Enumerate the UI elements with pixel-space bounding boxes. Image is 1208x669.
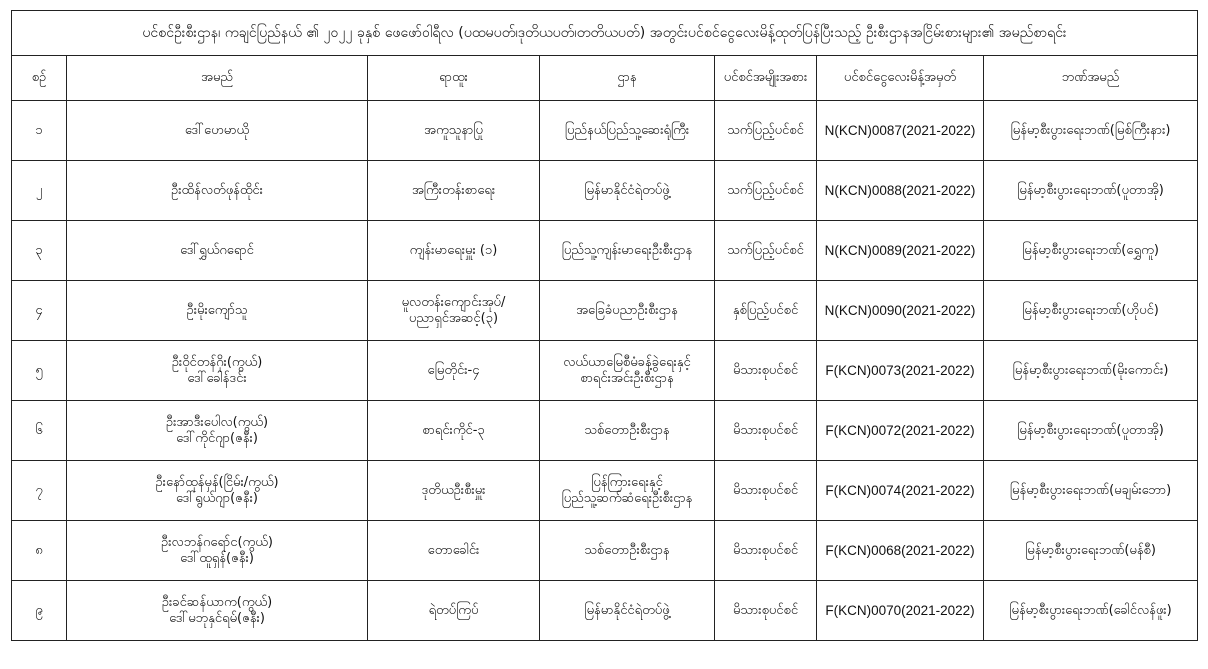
pension-list-sheet xyxy=(11,10,1197,659)
department: အခြေခံပညာဦးစီးဌာန xyxy=(540,281,715,341)
pension-order-number: N(KCN)0089(2021-2022) xyxy=(817,221,984,281)
pension-order-number: F(KCN)0070(2021-2022) xyxy=(817,581,984,641)
table-row xyxy=(12,401,1198,461)
department: လယ်ယာမြေစီမံခန့်ခွဲရေးနှင့် စာရင်းအင်းဦးစီးဌာန xyxy=(540,341,715,401)
pensioner-name: ဦးအာဒီးပေါလ(ကွယ်) ဒေါ်ကိုင်ဂျာ(ဇနီး) xyxy=(67,401,368,461)
pension-type: မိသားစုပင်စင် xyxy=(715,401,817,461)
rank: ကျန်းမာရေးမှူး (၁) xyxy=(368,221,540,281)
bank-name: မြန်မာ့စီးပွားရေးဘဏ်(မိုးကောင်း) xyxy=(984,341,1198,401)
table-row xyxy=(12,341,1198,401)
row-number: ၈ xyxy=(12,521,67,581)
bank-name: မြန်မာ့စီးပွားရေးဘဏ်(မချမ်းဘော) xyxy=(984,461,1198,521)
table-row xyxy=(12,281,1198,341)
department: မြန်မာနိုင်ငံရဲတပ်ဖွဲ့ xyxy=(540,161,715,221)
header-row xyxy=(12,56,1198,101)
department: ပြည်သူ့ကျန်းမာရေးဦးစီးဌာန xyxy=(540,221,715,281)
col-header-no: စဉ် xyxy=(12,56,67,101)
department: သစ်တောဦးစီးဌာန xyxy=(540,521,715,581)
pensioner-name: ဦးခင်ဆန်ယာက(ကွယ်) ဒေါ်မဘုနှင်ရမ်(ဇနီး) xyxy=(67,581,368,641)
col-header-pension-type: ပင်စင်အမျိုးအစား xyxy=(715,56,817,101)
bank-name: မြန်မာ့စီးပွားရေးဘဏ်(ပူတာအို) xyxy=(984,161,1198,221)
table-row xyxy=(12,581,1198,641)
bank-name: မြန်မာ့စီးပွားရေးဘဏ်(ဟိုပင်) xyxy=(984,281,1198,341)
pension-order-number: N(KCN)0088(2021-2022) xyxy=(817,161,984,221)
pensioner-name: ဦးနော်ထုန်မှန်(ငြိမ်း/ကွယ်) ဒေါ်ရွယ်ဂျာ(ဇနီး) xyxy=(67,461,368,521)
pensioner-name: ဦးဝိုင်တန်ဂိုး(ကွယ်) ဒေါ်ခေါန်ဒင်း xyxy=(67,341,368,401)
row-number: ၇ xyxy=(12,461,67,521)
pension-type: မိသားစုပင်စင် xyxy=(715,581,817,641)
rank: တောခေါင်း xyxy=(368,521,540,581)
col-header-bank: ဘဏ်အမည် xyxy=(984,56,1198,101)
pension-order-number: N(KCN)0087(2021-2022) xyxy=(817,101,984,161)
pension-order-number: F(KCN)0068(2021-2022) xyxy=(817,521,984,581)
department: ပြန်ကြားရေးနှင့် ပြည်သူ့ဆက်ဆံရေးဦးစီးဌာန xyxy=(540,461,715,521)
row-number: ၆ xyxy=(12,401,67,461)
rank: မြေတိုင်း-၄ xyxy=(368,341,540,401)
pension-table xyxy=(11,10,1198,641)
table-row xyxy=(12,161,1198,221)
col-header-rank: ရာထူး xyxy=(368,56,540,101)
pension-type: မိသားစုပင်စင် xyxy=(715,341,817,401)
row-number: ၄ xyxy=(12,281,67,341)
pension-type: နှစ်ပြည့်ပင်စင် xyxy=(715,281,817,341)
department: သစ်တောဦးစီးဌာန xyxy=(540,401,715,461)
rank: အကူသူနာပြု xyxy=(368,101,540,161)
row-number: ၅ xyxy=(12,341,67,401)
pensioner-name: ဦးထိန်လတ်ဖုန်ထိုင်း xyxy=(67,161,368,221)
table-row xyxy=(12,521,1198,581)
pension-type: မိသားစုပင်စင် xyxy=(715,521,817,581)
col-header-name: အမည် xyxy=(67,56,368,101)
bank-name: မြန်မာ့စီးပွားရေးဘဏ်(မန်စီ) xyxy=(984,521,1198,581)
pension-type: သက်ပြည့်ပင်စင် xyxy=(715,221,817,281)
rank: ရဲတပ်ကြပ် xyxy=(368,581,540,641)
row-number: ၁ xyxy=(12,101,67,161)
pensioner-name: ဒေါ်ဟေမာယို xyxy=(67,101,368,161)
table-row xyxy=(12,101,1198,161)
row-number: ၉ xyxy=(12,581,67,641)
table-row xyxy=(12,221,1198,281)
pension-order-number: F(KCN)0074(2021-2022) xyxy=(817,461,984,521)
pension-order-number: F(KCN)0073(2021-2022) xyxy=(817,341,984,401)
pensioner-name: ဦးမိုးကျော်သူ xyxy=(67,281,368,341)
department: မြန်မာနိုင်ငံရဲတပ်ဖွဲ့ xyxy=(540,581,715,641)
pension-order-number: N(KCN)0090(2021-2022) xyxy=(817,281,984,341)
pensioner-name: ဒေါ်ရွှယ်ဂရောင် xyxy=(67,221,368,281)
department: ပြည်နယ်ပြည်သူ့ဆေးရုံကြီး xyxy=(540,101,715,161)
bank-name: မြန်မာ့စီးပွားရေးဘဏ်(ပူတာအို) xyxy=(984,401,1198,461)
bank-name: မြန်မာ့စီးပွားရေးဘဏ်(ရွှေကူ) xyxy=(984,221,1198,281)
pension-type: မိသားစုပင်စင် xyxy=(715,461,817,521)
pension-type: သက်ပြည့်ပင်စင် xyxy=(715,101,817,161)
pensioner-name: ဦးလဘန်ဂရော်င(ကွယ်) ဒေါ်ထူရှန်(ဇနီး) xyxy=(67,521,368,581)
table-row xyxy=(12,461,1198,521)
row-number: ၃ xyxy=(12,221,67,281)
row-number: ၂ xyxy=(12,161,67,221)
rank: ဒုတိယဦးစီးမှူး xyxy=(368,461,540,521)
rank: အကြီးတန်းစာရေး xyxy=(368,161,540,221)
rank: မူလတန်းကျောင်းအုပ်/ ပညာရှင်အဆင့်(၃) xyxy=(368,281,540,341)
rank: စာရင်းကိုင်-၃ xyxy=(368,401,540,461)
table-title: ပင်စင်ဦးစီးဌာန၊ ကချင်ပြည်နယ် ၏ ၂၀၂၂ ခုနှစ် ဖေဖော်ဝါရီလ (ပထမပတ်၊ဒုတိယပတ်၊တတိယပတ်) အတွင်းပင်စင်ငွေလေးမိန့်ထုတ်ပြန်ပြီးသည့် ဦးစီးဌာနအငြိမ်းစားများ၏ အမည်စာရင်း xyxy=(12,11,1198,56)
bank-name: မြန်မာ့စီးပွားရေးဘဏ်(ခေါင်လန်ဖူး) xyxy=(984,581,1198,641)
col-header-department: ဌာန xyxy=(540,56,715,101)
pension-type: သက်ပြည့်ပင်စင် xyxy=(715,161,817,221)
pension-order-number: F(KCN)0072(2021-2022) xyxy=(817,401,984,461)
bank-name: မြန်မာ့စီးပွားရေးဘဏ်(မြစ်ကြီးနား) xyxy=(984,101,1198,161)
col-header-order-number: ပင်စင်ငွေလေးမိန့်အမှတ် xyxy=(817,56,984,101)
